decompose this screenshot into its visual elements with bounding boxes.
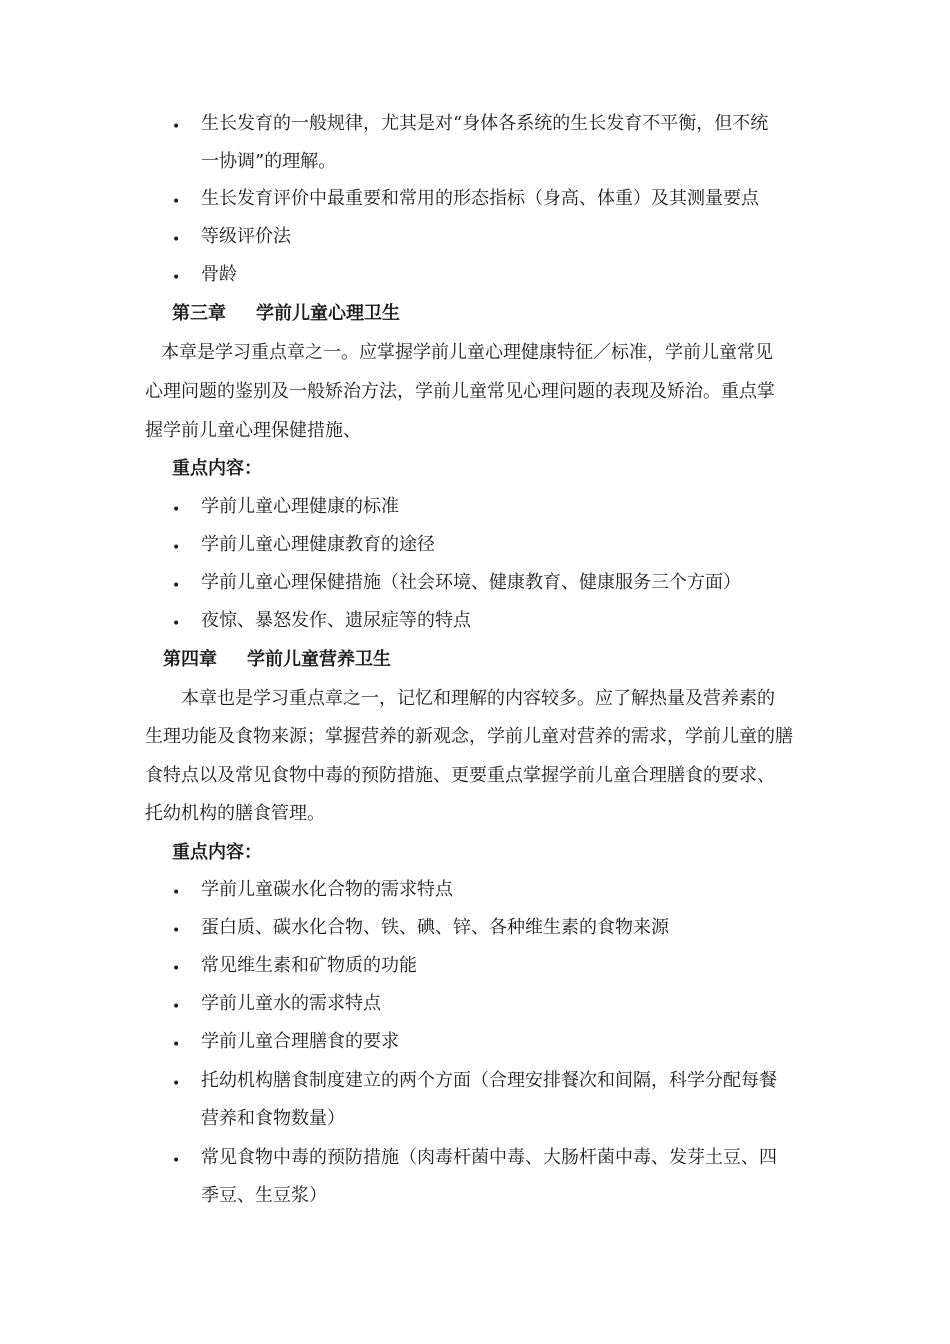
list-item (172, 1062, 812, 1138)
chapter-4-intro-line: 本章也是学习重点章之一，记忆和理解的内容较多。应了解热量及营养素的 (181, 688, 775, 709)
list-item-text: 夜惊、暴怒发作、遗尿症等的特点 (201, 610, 471, 631)
chapter-3-number: 第三章 (172, 303, 226, 324)
chapter-3-intro-line: 握学前儿童心理保健措施、 (145, 420, 361, 441)
bullet-icon: • (172, 961, 181, 977)
bullet-icon: • (172, 616, 181, 632)
chapter-4-key-label: 重点内容： (172, 842, 262, 863)
list-item (172, 985, 812, 1023)
list-item (172, 564, 812, 602)
bullet-icon: • (172, 1037, 181, 1053)
list-item-text: 骨龄 (201, 264, 237, 285)
list-item-text: 一协调”的理解。 (201, 151, 337, 172)
list-item (172, 1023, 812, 1061)
list-item (172, 947, 812, 985)
bullet-icon: • (172, 232, 181, 248)
bullet-icon: • (172, 194, 181, 210)
chapter-3-key-label: 重点内容： (172, 458, 262, 479)
bullet-icon: • (172, 923, 181, 939)
list-item-text: 季豆、生豆浆） (201, 1185, 327, 1206)
list-item (172, 256, 812, 294)
chapter-4-intro-line: 生理功能及食物来源；掌握营养的新观念，学前儿童对营养的需求，学前儿童的膳 (145, 726, 793, 747)
list-item-text: 营养和食物数量） (201, 1108, 345, 1129)
list-item (172, 180, 812, 218)
chapter-4-intro-line: 食特点以及常见食物中毒的预防措施、更要重点掌握学前儿童合理膳食的要求、 (145, 765, 775, 786)
bullet-icon: • (172, 270, 181, 286)
list-item-text: 学前儿童心理保健措施（社会环境、健康教育、健康服务三个方面） (201, 572, 741, 593)
chapter-3-heading (172, 295, 400, 333)
list-item-text: 学前儿童心理健康的标准 (201, 496, 399, 517)
bullet-icon: • (172, 1153, 181, 1169)
list-item (172, 526, 812, 564)
list-item (172, 1139, 812, 1215)
bullet-icon: • (172, 1076, 181, 1092)
list-item-text: 等级评价法 (201, 226, 291, 247)
bullet-icon: • (172, 502, 181, 518)
list-item (172, 602, 812, 640)
list-item-text: 学前儿童水的需求特点 (201, 993, 381, 1014)
list-item (172, 105, 812, 181)
chapter-3-title: 学前儿童心理卫生 (256, 303, 400, 324)
chapter-4-title: 学前儿童营养卫生 (247, 649, 391, 670)
chapter-3-intro-line: 心理问题的鉴别及一般矫治方法，学前儿童常见心理问题的表现及矫治。重点掌 (145, 381, 775, 402)
chapter-4-number: 第四章 (163, 649, 217, 670)
bullet-icon: • (172, 885, 181, 901)
list-item-text: 学前儿童心理健康教育的途径 (201, 534, 435, 555)
list-item (172, 909, 812, 947)
list-item-text: 蛋白质、碳水化合物、铁、碘、锌、各种维生素的食物来源 (201, 917, 669, 938)
list-item-text: 生长发育的一般规律，尤其是对“身体各系统的生长发育不平衡，但不统 (201, 113, 769, 134)
bullet-icon: • (172, 540, 181, 556)
chapter-4-intro-line: 托幼机构的膳食管理。 (145, 803, 325, 824)
list-item (172, 871, 812, 909)
list-item (172, 218, 812, 256)
list-item-text: 常见食物中毒的预防措施（肉毒杆菌中毒、大肠杆菌中毒、发芽土豆、四 (201, 1147, 777, 1168)
chapter-4-heading (163, 641, 391, 679)
list-item-text: 学前儿童碳水化合物的需求特点 (201, 879, 453, 900)
list-item-text: 学前儿童合理膳食的要求 (201, 1031, 399, 1052)
bullet-icon: • (172, 119, 181, 135)
list-item-text: 托幼机构膳食制度建立的两个方面（合理安排餐次和间隔，科学分配每餐 (201, 1070, 777, 1091)
list-item-text: 常见维生素和矿物质的功能 (201, 955, 417, 976)
bullet-icon: • (172, 578, 181, 594)
list-item (172, 488, 812, 526)
bullet-icon: • (172, 999, 181, 1015)
list-item-text: 生长发育评价中最重要和常用的形态指标（身高、体重）及其测量要点 (201, 188, 759, 209)
chapter-3-intro-line: 本章是学习重点章之一。应掌握学前儿童心理健康特征／标准，学前儿童常见 (161, 342, 773, 363)
